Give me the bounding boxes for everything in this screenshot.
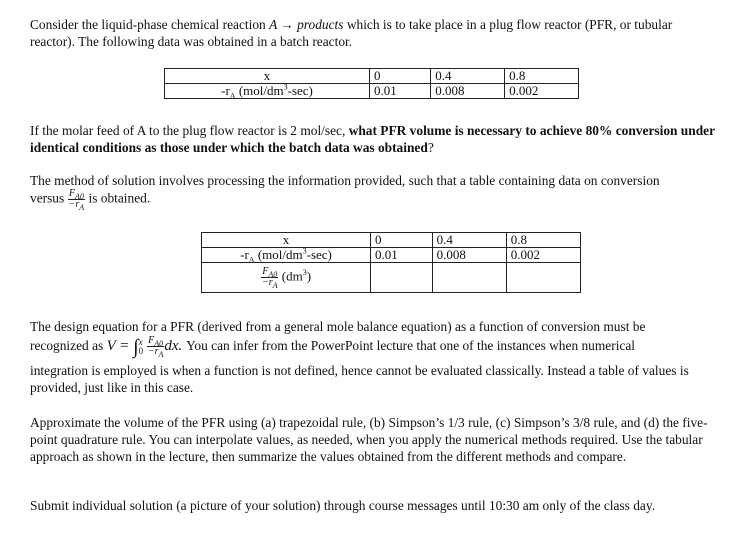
design-text-cont: You can infer from the PowerPoint lecture that one of the instances when numerical — [186, 338, 636, 353]
table-cell-empty — [371, 263, 433, 293]
table-cell — [202, 248, 371, 263]
intro-text: Consider the liquid-phase chemical reaction — [30, 17, 270, 32]
frac-num-text: F — [262, 266, 269, 277]
frac-num-text: F — [148, 335, 155, 347]
rate-unit-end: -sec) — [287, 83, 313, 98]
frac-den-sub: A — [158, 350, 164, 360]
rate-label: -r — [240, 247, 249, 262]
table-cell — [165, 84, 370, 99]
table-cell: 0.8 — [505, 69, 579, 84]
frac-num-sub: A0 — [154, 339, 164, 349]
design-text: The design equation for a PFR (derived from a general mole balance equation) as a function of conversion must be — [30, 319, 646, 334]
rate-unit-sup: 3 — [302, 246, 307, 256]
approximation-text: Approximate the volume of the PFR using (a) trapezoidal rule, (b) Simpson’s 1/3 rule, (c) Simpson’s 3/8 rule, and (d) the five-point quadrature rule. You can interpolate values, as needed, when you apply the numerical methods required. Use the tabular approach as shown in the lecture, then summarize the values obtained from the different methods and compare. — [30, 415, 708, 464]
integral-limits — [139, 338, 144, 356]
batch-data-table — [164, 68, 579, 99]
frac-den-text: −r — [147, 346, 159, 358]
conversion-table — [201, 232, 581, 293]
design-paragraph — [30, 318, 720, 335]
table-cell: 0.01 — [370, 84, 431, 99]
rate-unit: (mol/dm — [254, 247, 303, 262]
fa0-over-ra-fraction — [147, 335, 165, 360]
design-line-2 — [30, 335, 720, 360]
design-paragraph-end — [30, 362, 720, 396]
question-bold: what PFR volume is necessary to achieve 80% conversion under identical conditions as those under which the batch data was obtained — [30, 123, 715, 155]
table-cell — [202, 263, 371, 293]
question-end: ? — [427, 140, 434, 155]
frac-num-sub: A0 — [268, 270, 278, 279]
table-cell: 0.008 — [432, 248, 506, 263]
table-row — [202, 248, 581, 263]
frac-denominator — [68, 200, 86, 210]
rate-unit: (mol/dm — [235, 83, 284, 98]
rate-sub: A — [229, 91, 236, 101]
table-cell: 0 — [371, 233, 433, 248]
table-cell: x — [165, 69, 370, 84]
design-recognized: recognized as — [30, 338, 104, 353]
question-paragraph — [30, 122, 720, 156]
versus-text: versus — [30, 190, 65, 206]
table-row — [165, 84, 579, 99]
reaction-equation: A → products — [269, 17, 344, 32]
table-cell: 0.008 — [431, 84, 505, 99]
table-row — [202, 263, 581, 293]
table-cell-empty — [506, 263, 580, 293]
approximation-paragraph — [30, 414, 720, 465]
fa0-over-ra-fraction — [68, 189, 86, 210]
table-cell: 0 — [370, 69, 431, 84]
method-line-2 — [30, 189, 150, 210]
rate-label: -r — [221, 83, 230, 98]
frac-den-text: −r — [261, 277, 273, 288]
table-cell-empty — [432, 263, 506, 293]
table-cell: 0.002 — [506, 248, 580, 263]
intro-text-cont: which is to take place in a plug flow reactor (PFR, or tubular reactor). The following data was obtained in a batch reactor. — [30, 17, 673, 49]
submission-text: Submit individual solution (a picture of your solution) through course messages until 10:30 am only of the class day. — [30, 498, 656, 513]
frac-denominator — [147, 346, 165, 360]
submission-paragraph — [30, 497, 720, 514]
frac-den-sub: A — [79, 203, 85, 212]
table-cell: 0.002 — [505, 84, 579, 99]
volume-unit: (dm — [281, 268, 303, 284]
frac-den-sub: A — [272, 281, 278, 290]
table-row — [165, 69, 579, 84]
table-cell: x — [202, 233, 371, 248]
integral-lower: 0 — [138, 345, 144, 356]
volume-unit-sup: 3 — [302, 268, 307, 278]
table-row — [202, 233, 581, 248]
rate-unit-end: -sec) — [306, 247, 332, 262]
volume-symbol: V = — [106, 338, 134, 354]
table-cell: 0.4 — [431, 69, 505, 84]
fa0-over-ra-fraction — [261, 267, 279, 288]
method-text-end: is obtained. — [88, 190, 151, 206]
integral-upper: x — [138, 336, 143, 347]
integral-sign: ∫ — [133, 336, 139, 358]
frac-num-sub: A0 — [74, 192, 84, 201]
table-cell: 0.8 — [506, 233, 580, 248]
design-text-end: integration is employed is when a function is not defined, hence cannot be evaluated classically. Instead a table of values is provided, just like in this case. — [30, 363, 689, 395]
method-paragraph — [30, 172, 720, 189]
table-cell: 0.4 — [432, 233, 506, 248]
frac-den-text: −r — [68, 199, 80, 210]
question-text: If the molar feed of A to the plug flow reactor is 2 mol/sec, — [30, 123, 349, 138]
table-cell: 0.01 — [371, 248, 433, 263]
dx-symbol: dx. — [164, 338, 183, 354]
frac-num-text: F — [68, 188, 75, 199]
pfr-design-equation — [106, 335, 186, 360]
intro-paragraph — [30, 16, 720, 50]
method-text: The method of solution involves processing the information provided, such that a table containing data on conversion — [30, 173, 660, 188]
rate-unit-sup: 3 — [283, 82, 288, 92]
frac-denominator — [261, 278, 279, 288]
volume-unit-end: ) — [306, 268, 312, 284]
rate-sub: A — [248, 255, 255, 265]
